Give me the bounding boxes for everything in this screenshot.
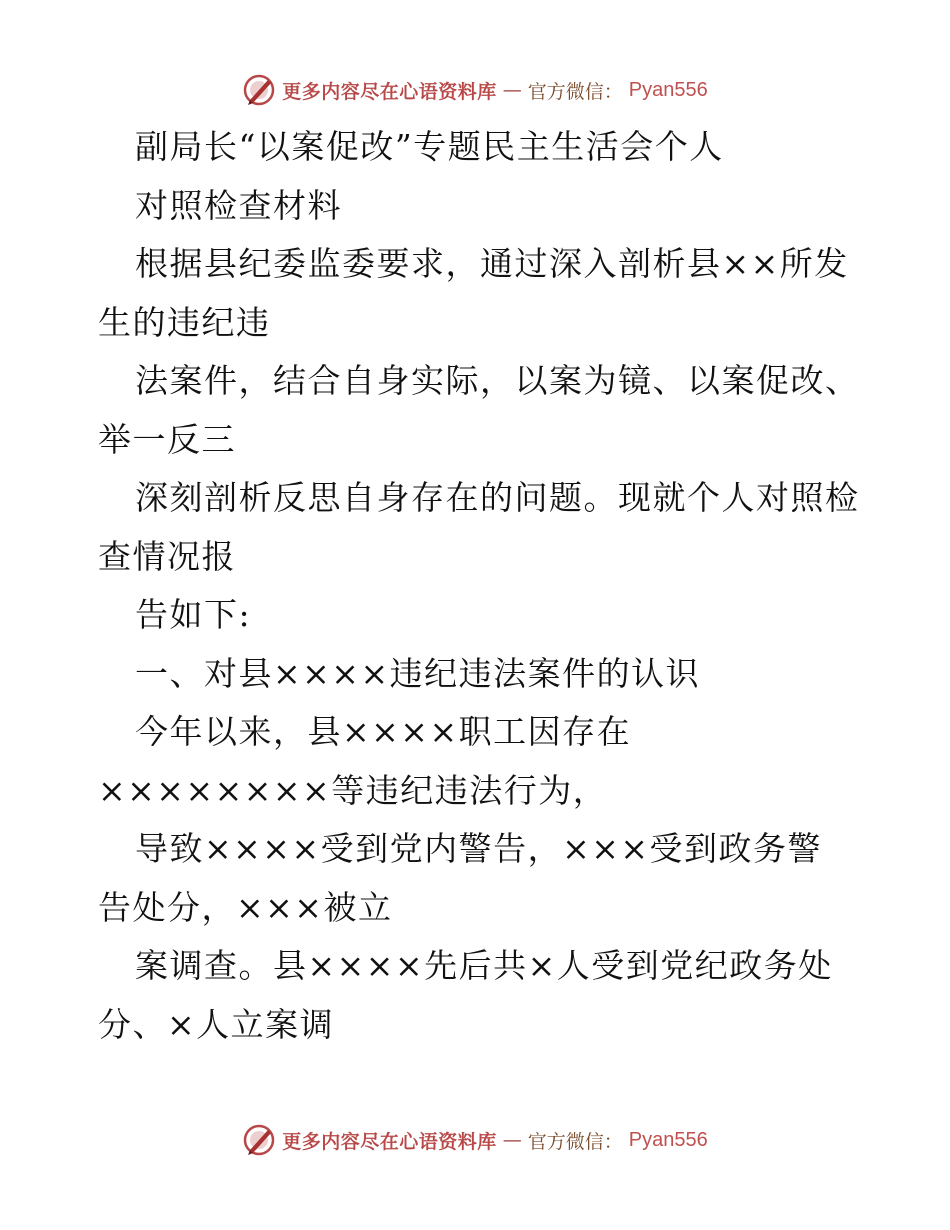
title-line-2: 对照检查材料 bbox=[135, 185, 342, 225]
paragraph-line: 分、×人立案调 bbox=[98, 1004, 335, 1044]
promo-text: 更多内容尽在心语资料库 bbox=[282, 80, 497, 103]
header-watermark-banner bbox=[0, 70, 950, 110]
official-wechat-label: 官方微信： bbox=[527, 1130, 623, 1153]
paragraph-line: 根据县纪委监委要求，通过深入剖析县××所发 bbox=[135, 244, 849, 283]
section-heading: 一、对县××××违纪违法案件的认识 bbox=[135, 653, 701, 693]
banner-dash: — bbox=[502, 79, 522, 101]
paragraph-line: 深刻剖析反思自身存在的问题。现就个人对照检 bbox=[135, 478, 860, 517]
paragraph-line: 案调查。县××××先后共×人受到党纪政务处 bbox=[135, 946, 833, 985]
paragraph-line: 举一反三 bbox=[98, 419, 236, 459]
footer-watermark-banner bbox=[0, 1120, 950, 1160]
official-wechat-label: 官方微信： bbox=[527, 80, 623, 103]
paragraph-line: 查情况报 bbox=[98, 536, 236, 576]
paragraph-line: 生的违纪违 bbox=[98, 302, 271, 342]
pen-logo-icon bbox=[242, 73, 276, 107]
promo-text: 更多内容尽在心语资料库 bbox=[282, 1130, 497, 1153]
title-line-1: 副局长“以案促改”专题民主生活会个人 bbox=[135, 127, 724, 166]
paragraph-line: 法案件，结合自身实际，以案为镜、以案促改、 bbox=[135, 361, 860, 400]
pen-logo-icon bbox=[242, 1123, 276, 1157]
document-body bbox=[98, 118, 858, 1054]
paragraph-line: 告处分，×××被立 bbox=[98, 887, 393, 927]
wechat-id: Pyan556 bbox=[628, 1128, 708, 1151]
paragraph-line: 今年以来，县××××职工因存在 bbox=[135, 712, 632, 751]
banner-dash: — bbox=[502, 1129, 522, 1151]
paragraph-line: 导致××××受到党内警告，×××受到政务警 bbox=[135, 829, 823, 868]
paragraph-line: 告如下: bbox=[135, 595, 252, 634]
wechat-id: Pyan556 bbox=[628, 78, 708, 101]
paragraph-line: ××××××××等违纪违法行为， bbox=[98, 770, 608, 810]
